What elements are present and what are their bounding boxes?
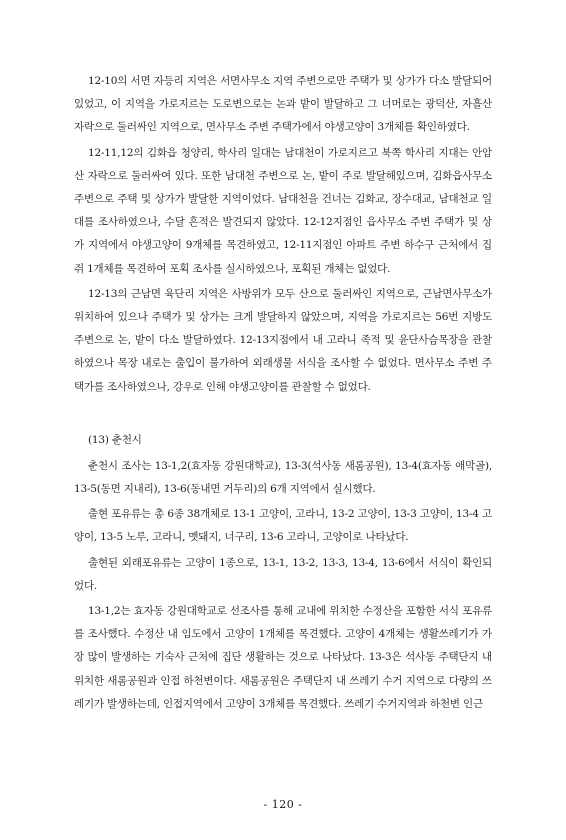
paragraph-site-detail: 13-1,2는 효자동 강원대학교로 선조사를 통해 교내에 위치한 수정산을 포함한 서식 포유류를 조사했다. 수정산 내 임도에서 고양이 1개체를 목견했다. 고양이 4개체는 생활쓰레기가 가장 많이 발생하는 기숙사 근처에 집단 생활하는 것으로 나타났다. 13-3은 석사동 주택단지 내 위치한 새롬공원과 인접 하천변이다. 새롬공원은 주택단지 내 쓰레기 수거 지역으로 다량의 쓰레기가 발생하는데, 인접지역에서 고양이 3개체를 목견했다. 쓰레기 수거지역과 하천변 인근 — [74, 605, 492, 710]
paragraph-mammals: 출현 포유류는 총 6종 38개체로 13-1 고양이, 고라니, 13-2 고양이, 13-3 고양이, 13-4 고양이, 13-5 노루, 고라니, 멧돼지, 너구리, 13-6 고라니, 고양이로 나타났다. — [74, 508, 492, 544]
paragraph-survey-sites: 춘천시 조사는 13-1,2(효자동 강원대학교), 13-3(석사동 새롬공원), 13-4(효자동 애막골), 13-5(동면 지내리), 13-6(동내면 거두리)의 6개 지역에서 실시했다. — [74, 459, 492, 496]
section-heading: (13) 춘천시 — [88, 433, 142, 446]
page-number: - 120 - — [263, 798, 303, 811]
page-body — [74, 70, 492, 716]
paragraph-geunnam: 12-13의 근남면 육단리 지역은 사방위가 모두 산으로 둘러싸인 지역으로, 근남면사무소가 위치하여 있으나 주택가 및 상가는 크게 발달하지 않았으며, 지역을 가로지르는 56번 지방도 주변으로 논, 밭이 다소 발달하였다. 12-13지점에서 내 고라니 족적 및 윤단사슴목장을 관찰하였으나 목장 내로는 출입이 불가하여 외래생물 서식을 조사할 수 없었다. 면사무소 주변 주택가를 조사하였으나, 강우로 인해 야생고양이를 관찰할 수 없었다. — [74, 287, 492, 393]
section-chuncheon — [74, 429, 492, 716]
paragraph-invasive: 출현된 외래포유류는 고양이 1종으로, 13-1, 13-2, 13-3, 13-4, 13-6에서 서식이 확인되었다. — [74, 556, 492, 592]
paragraph-gimhwa: 12-11,12의 김화읍 청양리, 학사리 일대는 남대천이 가로지르고 북쪽 학사리 지대는 안암산 자락으로 둘러싸여 있다. 또한 남대천 주변으로 논, 밭이 주로 발달해있으며, 김화읍사무소 주변으로 주택 및 상가가 발달한 지역이었다. 남대천을 건너는 김화교, 장수대교, 남대천교 일대를 조사하였으나, 수달 흔적은 발견되지 않았다. 12-12지점인 읍사무소 주변 주택가 및 상가 지역에서 야생고양이 9개체를 목견하였고, 12-11지점인 아파트 주변 하수구 근처에서 집쥐 1개체를 목견하여 포획 조사를 실시하였으나, 포획된 개체는 없었다. — [74, 146, 492, 275]
paragraph-seomyeon: 12-10의 서면 자등리 지역은 서면사무소 지역 주변으로만 주택가 및 상가가 다소 발달되어 있었고, 이 지역을 가로지르는 도로변으로는 논과 밭이 발달하고 그 너머로는 광덕산, 자흘산 자락으로 둘러싸인 지역으로, 면사무소 주변 주택가에서 야생고양이 3개체를 확인하였다. — [74, 75, 492, 134]
